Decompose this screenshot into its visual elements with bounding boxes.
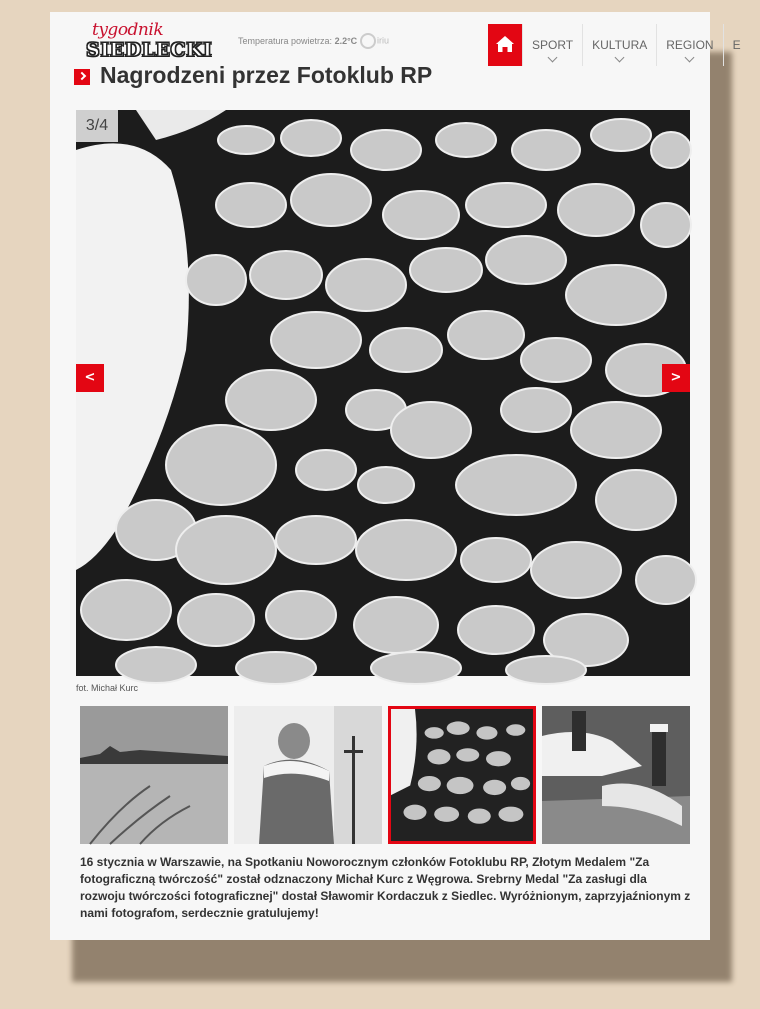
gallery-thumbnail-active[interactable] [388,706,536,844]
site-header [50,12,741,68]
gallery-thumbnail[interactable] [234,706,382,844]
logo-top-text: tygodnik [92,20,164,40]
main-nav [488,24,750,66]
article-title: Nagrodzeni przez Fotoklub RP [100,62,433,88]
gallery-thumbnails [80,706,692,844]
thumbnail-image [234,706,382,844]
nav-item-region[interactable] [656,24,722,66]
nav-item-label: SPORT [532,38,574,52]
nav-item-more[interactable] [723,24,750,66]
nav-home-button[interactable] [488,24,522,66]
site-logo[interactable] [86,20,216,64]
gallery-next-button[interactable]: > [662,364,690,392]
gallery-counter: 3/4 [76,110,118,142]
weather-source-icon [360,33,376,49]
nav-item-label: E [732,38,741,52]
nav-item-label: KULTURA [592,38,648,52]
weather-label: Temperatura powietrza: [238,36,333,46]
nav-item-sport[interactable] [522,24,582,66]
title-marker-icon [74,69,90,85]
thumbnail-image [80,706,228,844]
thumbnail-image [542,706,690,844]
gallery-prev-button[interactable]: < [76,364,104,392]
photo-caption: fot. Michał Kurc [76,683,139,693]
weather-widget [238,36,357,46]
chevron-down-icon [548,53,558,63]
weather-source-text: iriu [377,35,390,46]
chevron-down-icon [685,53,695,63]
thumbnail-image [391,709,533,841]
nav-item-kultura[interactable] [582,24,656,66]
nav-item-label: REGION [666,38,714,52]
article-body: 16 stycznia w Warszawie, na Spotkaniu Noworocznym członków Fotoklubu RP, Złotym Medalem "Za fotograficzną twórczość" został odznaczony Michał Kurc z Węgrowa. Srebrny Medal "Za zasługi dla rozwoju twórczości fotograficznej" dostał Sławomir Kordaczuk z Siedlec. Wyróżnionym, zaprzyjaźnionym z nami fotografom, serdecznie gratulujemy! [80,855,691,920]
home-icon [488,24,522,66]
logo-bottom-text: SIEDLECKI [86,39,213,61]
screenshot-page [50,12,741,940]
gallery-main-photo[interactable] [76,110,690,676]
weather-value: 2.2°C [334,36,358,46]
gallery-thumbnail[interactable] [542,706,690,844]
chevron-down-icon [615,53,625,63]
weather-source-logo[interactable] [360,33,394,49]
gallery-thumbnail[interactable] [80,706,228,844]
ice-floes-photo [76,110,690,676]
